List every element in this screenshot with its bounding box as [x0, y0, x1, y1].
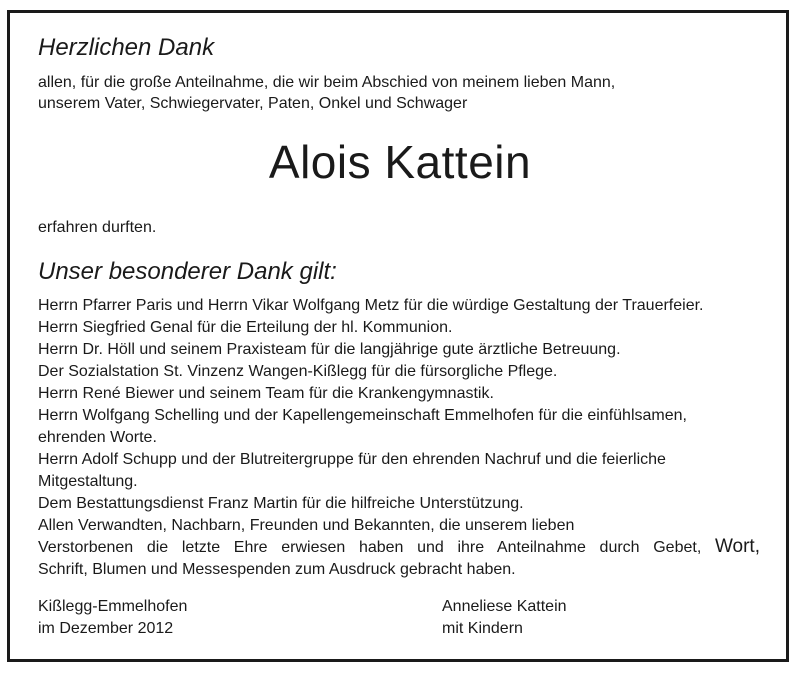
- signature-date: im Dezember 2012: [38, 620, 174, 637]
- thanks-line: Allen Verwandten, Nachbarn, Freunden und Bekannten, die unserem lieben: [38, 517, 575, 534]
- signer-name: Anneliese Kattein: [442, 598, 567, 615]
- thanks-line-final: Schrift, Blumen und Messespenden zum Ausdruck gebracht haben.: [38, 561, 516, 578]
- thanks-line: Herrn Wolfgang Schelling und der Kapellengemeinschaft Emmelhofen für die einfühlsamen,: [38, 407, 687, 424]
- thanks-line: Herrn Adolf Schupp und der Blutreitergruppe für den ehrenden Nachruf und die feierliche: [38, 451, 666, 468]
- heading-thanks: Herzlichen Dank: [38, 34, 215, 61]
- thanks-line: Mitgestaltung.: [38, 473, 138, 490]
- intro-line-1: allen, für die große Anteilnahme, die wir beim Abschied von meinem lieben Mann,: [38, 74, 616, 91]
- intro-line-2: unserem Vater, Schwiegervater, Paten, Onkel und Schwager: [38, 95, 468, 112]
- thanks-line: Herrn René Biewer und seinem Team für die Krankengymnastik.: [38, 385, 494, 402]
- thanks-line: Herrn Pfarrer Paris und Herrn Vikar Wolfgang Metz für die würdige Gestaltung der Trauerfeier.: [38, 297, 704, 314]
- thanks-line: ehrenden Worte.: [38, 429, 157, 446]
- thanks-line: Dem Bestattungsdienst Franz Martin für die hilfreiche Unterstützung.: [38, 495, 524, 512]
- thanks-heading: Unser besonderer Dank gilt:: [38, 258, 337, 285]
- thanks-line-justified: [38, 538, 760, 557]
- justified-line-end: Wort,: [714, 536, 760, 557]
- signature-place: Kißlegg-Emmelhofen: [38, 598, 188, 615]
- thanks-line: Herrn Dr. Höll und seinem Praxisteam für die langjährige gute ärztliche Betreuung.: [38, 341, 621, 358]
- signer-family: mit Kindern: [442, 620, 523, 637]
- justified-line-start: Verstorbenen die letzte Ehre erwiesen haben und ihre Anteilnahme durch Gebet,: [38, 539, 702, 556]
- deceased-name: Alois Kattein: [268, 136, 532, 188]
- thanks-line: Der Sozialstation St. Vinzenz Wangen-Kißlegg für die fürsorgliche Pflege.: [38, 363, 558, 380]
- after-name-text: erfahren durften.: [38, 219, 157, 236]
- thanks-line: Herrn Siegfried Genal für die Erteilung der hl. Kommunion.: [38, 319, 453, 336]
